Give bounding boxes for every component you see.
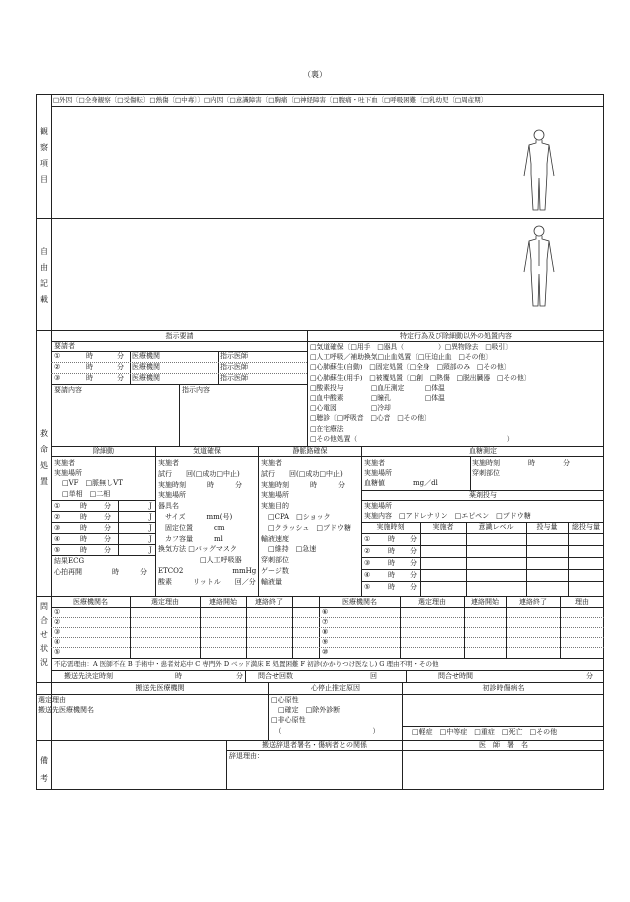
inquiry-col-header: 連絡開始: [209, 598, 237, 606]
defib-row-hour: 時: [80, 524, 87, 532]
drug-row-no: ②: [364, 547, 371, 555]
airway-line: 酸素 リットル 回／分: [158, 577, 256, 586]
defib-row-min: 分: [104, 546, 111, 554]
drug-row-hour: 時: [388, 535, 395, 543]
refusal-header: 搬送辞退者署名・傷病者との関係: [262, 741, 367, 749]
drug-row-min: 分: [410, 535, 417, 543]
iv-line: 実施目的: [261, 502, 289, 511]
severity-checkboxes[interactable]: □軽症 □中等症 □重症 □死亡 □その他: [412, 728, 558, 736]
iv-line: 実施者: [261, 459, 282, 467]
airway-line: □人工呼吸器: [158, 556, 242, 565]
defib-row-no: ③: [54, 524, 61, 532]
instr-row-no: ①: [54, 352, 61, 360]
iv-header: 静脈路確保: [292, 447, 328, 455]
airway-line: 実施時刻 時 分: [158, 480, 242, 489]
defib-row-min: 分: [104, 502, 111, 510]
request-content-label: 要請内容: [54, 386, 82, 394]
iv-line: 実施時刻 時 分: [261, 480, 345, 489]
drug-row-no: ⑤: [364, 583, 371, 591]
inquiry-col-header: 選定理由: [418, 598, 446, 606]
defib-row-hour: 時: [80, 535, 87, 543]
drug-row-min: 分: [410, 559, 417, 567]
drug-row-no: ④: [364, 571, 371, 579]
instr-row-institution: 医療機関: [132, 352, 160, 360]
doctor-signature-header: 医 師 署 名: [479, 741, 528, 749]
inquiry-row-no: ②: [54, 618, 61, 626]
airway-line: 換気方法 □バッグマスク: [158, 545, 237, 554]
specific-action-item[interactable]: □その他処置（ ）: [310, 434, 514, 443]
drug-col-header: 意識レベル: [478, 523, 514, 531]
requester-label: 要請者: [54, 342, 75, 350]
inquiry-col-header: 連絡終了: [255, 598, 283, 606]
specific-action-item[interactable]: □心電図 □冷却: [310, 404, 391, 413]
refusal-reasons: 不応需理由：A 医師不在 B 手術中・患者対応中 C 専門外 D ベッド満床 E 処置困難 F 初診(かかりつけ医なし) G 理由不明・その他: [54, 660, 439, 668]
instr-row-doctor: 指示医師: [220, 374, 248, 382]
defib-row-min: 分: [104, 535, 111, 543]
glucose-header: 血糖測定: [469, 447, 497, 455]
instr-row-institution: 医療機関: [132, 374, 160, 382]
drug-row-min: 分: [410, 571, 417, 579]
drug-col-header: 投与量: [536, 523, 558, 531]
airway-line: ETCO2 mmHg: [158, 567, 257, 575]
inquiry-label: 問合せ状況: [40, 602, 48, 667]
drug-col-header: 実施時刻: [376, 523, 405, 531]
inquiry-col-header: 理由: [575, 598, 589, 606]
free-entry-label: 自由記載: [40, 247, 48, 304]
inquiry-col-header: 選定理由: [151, 598, 179, 606]
drug-row-min: 分: [410, 547, 417, 555]
airway-line: 器具名: [158, 502, 179, 511]
iv-line: 試行 回(□成功□中止): [261, 469, 343, 478]
destination-header: 搬送先医療機関: [135, 684, 185, 692]
instr-row-no: ③: [54, 374, 61, 382]
instr-row-hour: 時: [86, 363, 93, 371]
iv-line: □CPA □ショック: [261, 513, 331, 521]
instr-row-institution: 医療機関: [132, 363, 160, 371]
treatment-label: 救命処置: [40, 429, 48, 486]
page-title: （裏）: [303, 70, 327, 79]
drug-row-hour: 時: [388, 583, 395, 591]
instr-row-doctor: 指示医師: [220, 363, 248, 371]
inquiry-row-no: ⑦: [322, 618, 329, 626]
drug-content-checkbox[interactable]: 実施内容 □アドレナリン □エピペン □ブドウ糖: [364, 512, 531, 520]
instruction-content-label: 指示内容: [182, 386, 210, 394]
inquiry-col-header: 医療機関名: [342, 598, 377, 606]
notes-label: 備考: [40, 756, 48, 783]
defib-row-unit: J: [149, 546, 152, 554]
specific-action-item[interactable]: □心肺蘇生(自動) □固定処置〔□全身 □頸部のみ □その他〕: [310, 363, 511, 372]
defib-phase-checkbox[interactable]: □単相 □二相: [62, 490, 111, 498]
iv-line: 穿刺部位: [261, 556, 289, 565]
defib-row-no: ⑤: [54, 546, 61, 554]
airway-header: 気道確保: [193, 447, 221, 455]
specific-action-item[interactable]: □血中酸素 □瞳孔 □体温: [310, 394, 445, 402]
instruction-header: 指示要請: [165, 332, 194, 340]
specific-actions-header: 特定行為及び除細動以外の処置内容: [400, 332, 512, 340]
instr-row-min: 分: [117, 374, 124, 382]
defib-row-min: 分: [104, 524, 111, 532]
specific-action-item[interactable]: □酸素投与 □血圧測定 □体温: [310, 383, 445, 392]
drug-col-header: 実施者: [432, 523, 454, 531]
inquiry-row-no: ④: [54, 638, 61, 646]
drug-row-min: 分: [410, 583, 417, 591]
defib-row-no: ④: [54, 535, 61, 543]
drug-row-hour: 時: [388, 547, 395, 555]
instr-row-hour: 時: [86, 374, 93, 382]
observation-label: 観察項目: [40, 127, 48, 184]
drug-row-hour: 時: [388, 571, 395, 579]
arrest-cardiac-checkbox[interactable]: □心原性: [271, 696, 299, 704]
specific-action-item[interactable]: □気道確保〔□用手 □器具（ ）□異物除去 □吸引〕: [310, 343, 513, 351]
defib-row-no: ②: [54, 513, 61, 521]
airway-line: 固定位置 cm: [158, 523, 225, 532]
inquiry-row-no: ③: [54, 628, 61, 636]
body-back-figure: [520, 224, 558, 308]
inquiry-row-no: ⑨: [322, 638, 329, 646]
specific-action-item[interactable]: □聴診〔□呼吸音 □心音 □その他〕: [310, 414, 431, 423]
diagnosis-header: 初診時傷病名: [482, 684, 525, 692]
inquiry-row-no: ⑤: [54, 648, 61, 656]
refusal-reason-label: 辞退理由：: [229, 752, 264, 760]
instr-row-hour: 時: [86, 352, 93, 360]
defib-row-hour: 時: [80, 502, 87, 510]
iv-line: □クラッシュ □ブドウ糖: [261, 523, 351, 532]
iv-line: 輸液速度: [261, 534, 289, 543]
inquiry-row-no: ⑧: [322, 628, 329, 636]
observation-checkboxes[interactable]: □外因〔□全身観察〔□受傷転〕□熱傷〔□中毒〕〕□内因〔□意識障害〔□胸痛〔□神経障害〔□腹痛・吐下血〔□呼吸困難〔□乳幼児〔□周産期〕: [53, 96, 488, 104]
airway-line: カフ容量 ml: [158, 534, 223, 543]
drug-row-no: ①: [364, 535, 371, 543]
defib-header: 除細動: [93, 447, 114, 455]
defib-row-hour: 時: [80, 513, 87, 521]
specific-action-item[interactable]: □人工呼吸／補助換気□止血処置〔□圧迫止血 □その他〕: [310, 353, 493, 362]
instr-row-min: 分: [117, 363, 124, 371]
iv-line: 実施場所: [261, 491, 289, 500]
inquiry-col-header: 連絡開始: [471, 598, 499, 606]
drug-row-no: ③: [364, 559, 371, 567]
drug-header: 薬剤投与: [469, 491, 497, 499]
defib-row-unit: J: [149, 535, 152, 543]
iv-line: 輸液量: [261, 577, 282, 586]
defib-row-hour: 時: [80, 546, 87, 554]
defib-row-unit: J: [149, 524, 152, 532]
inquiry-row-no: ⑩: [322, 648, 329, 656]
inquiry-row-no: ①: [54, 608, 61, 616]
specific-action-item[interactable]: □在宅療法: [310, 424, 344, 433]
airway-line: 実施者: [158, 459, 179, 467]
iv-line: □維持 □急速: [261, 545, 317, 554]
instr-row-no: ②: [54, 363, 61, 371]
inquiry-row-no: ⑥: [322, 608, 329, 616]
body-front-figure: [520, 128, 558, 212]
instr-row-min: 分: [117, 352, 124, 360]
defib-row-unit: J: [149, 513, 152, 521]
inquiry-col-header: 連絡終了: [519, 598, 547, 606]
specific-action-item[interactable]: □心肺蘇生(用手) □被覆処置〔□創 □熱傷 □脱出臓器 □その他〕: [310, 373, 531, 382]
airway-line: サイズ mm(号): [158, 513, 233, 521]
drug-col-header: 総投与量: [572, 523, 600, 531]
airway-line: 試行 回(□成功□中止): [158, 469, 240, 478]
instr-row-doctor: 指示医師: [220, 352, 248, 360]
inquiry-col-header: 医療機関名: [73, 598, 108, 606]
arrest-cause-header: 心停止推定原因: [311, 684, 360, 692]
defib-vf-checkbox[interactable]: □VF □脈無しVT: [62, 479, 123, 487]
iv-line: ゲージ数: [261, 567, 289, 575]
defib-row-min: 分: [104, 513, 111, 521]
arrest-noncardiac-checkbox[interactable]: □非心原性: [271, 716, 306, 724]
drug-row-hour: 時: [388, 559, 395, 567]
defib-row-no: ①: [54, 502, 61, 510]
defib-row-unit: J: [149, 502, 152, 510]
airway-line: 実施場所: [158, 491, 186, 500]
